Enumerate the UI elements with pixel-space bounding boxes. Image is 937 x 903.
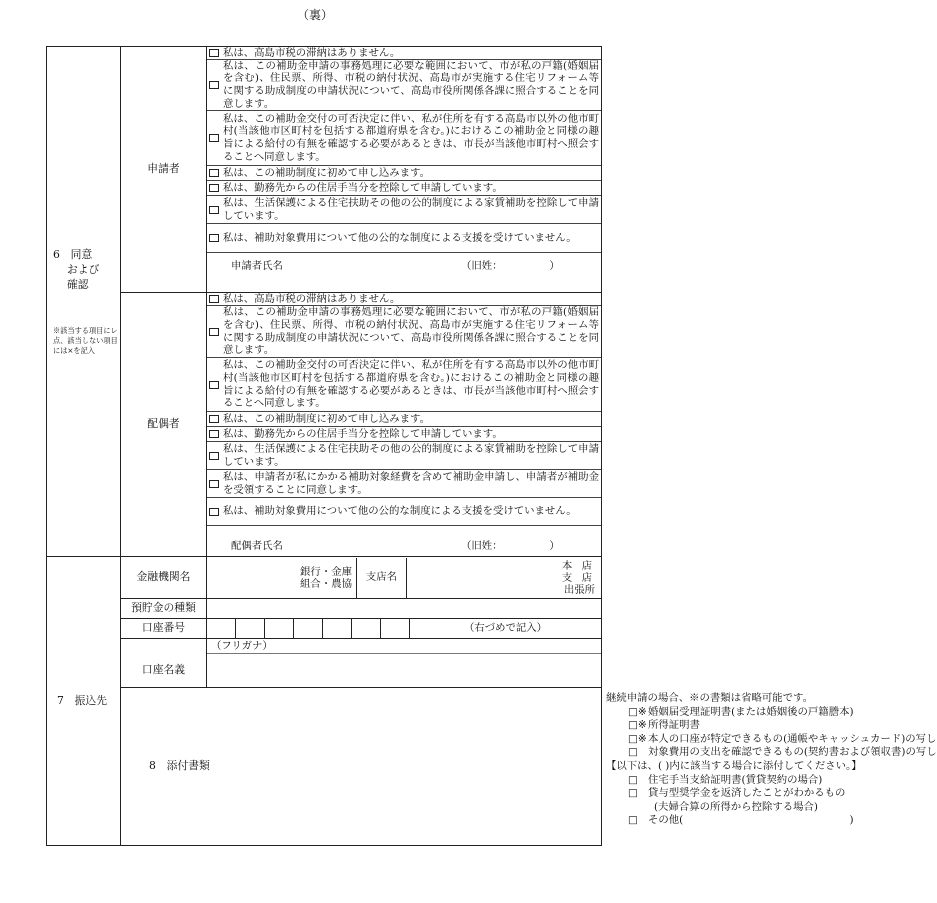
account-digit-box[interactable] — [265, 619, 294, 638]
applicant-old-name-field[interactable]: （旧姓： ） — [461, 260, 560, 273]
conditional-attachment-item: □ 貸与型奨学金を返済したことがわかるもの — [628, 787, 846, 800]
deposit-type-label: 預貯金の種類 — [121, 599, 207, 619]
consent-section-title-1: 6 同意 — [53, 248, 93, 261]
checkbox[interactable] — [209, 169, 219, 177]
branch-type-sub: 出張所 — [563, 583, 595, 596]
spouse-label: 配偶者 — [121, 293, 207, 557]
spouse-consent-item: 私は、勤務先からの住居手当分を控除して申請しています。 — [207, 427, 601, 442]
account-number-field[interactable] — [207, 619, 602, 639]
branch-label: 支店名 — [357, 558, 407, 598]
applicant-consent-item: 私は、この補助制度に初めて申し込みます。 — [207, 166, 601, 181]
checkbox[interactable]: □ — [628, 787, 638, 800]
branch-type-branch: 支 店 — [561, 571, 595, 584]
applicant-name-line — [207, 253, 601, 275]
account-digit-box[interactable] — [323, 619, 352, 638]
spouse-name-label: 配偶者氏名 — [231, 540, 283, 553]
branch-type-options[interactable] — [547, 558, 601, 598]
checkbox[interactable]: □ — [628, 746, 638, 759]
checkbox[interactable] — [209, 508, 219, 516]
applicant-consent-item: 私は、勤務先からの住居手当分を控除して申請しています。 — [207, 181, 601, 196]
account-number-row — [47, 619, 602, 639]
bank-institution-row — [47, 557, 602, 599]
applicant-consent-item: 私は、補助対象費用について他の公的な制度による支援を受けていません。 — [207, 224, 601, 253]
consent-applicant-row — [47, 47, 602, 293]
account-digit-box[interactable] — [207, 619, 236, 638]
spouse-consent-item: 私は、申請者が私にかかる補助対象経費を含めて補助金申請し、申請者が補助金を受領することに同意します。 — [207, 470, 601, 498]
checkbox[interactable] — [209, 81, 219, 89]
spouse-consent-list — [207, 293, 602, 557]
conditional-attachment-item: □ 住宅手当支給証明書(賃貸契約の場合) — [628, 773, 823, 786]
account-holder-row — [47, 639, 602, 688]
account-digit-box[interactable] — [381, 619, 410, 638]
spouse-consent-item: 私は、この補助金交付の可否決定に伴い、私が住所を有する高島市以外の他市町村(当該他市区町村を包括する都道府県を含む。)におけるこの補助金と同様の趣旨による給付の有無を確認する必要があるときは、市長が当該他市町村へ照会することへ同意します。 — [207, 358, 601, 412]
account-holder-name-field[interactable] — [207, 654, 601, 687]
applicant-consent-list — [207, 47, 602, 293]
spouse-consent-item: 私は、この補助金申請の事務処理に必要な範囲において、市が私の戸籍(婚姻届を含む)、住民票、所得、市税の納付状況、高島市が実施する住宅リフォーム等に関する助成制度の申請状況について、高島市役所関係各課に照合することを同意します。 — [207, 306, 601, 358]
spouse-consent-item: 私は、生活保護による住宅扶助その他の公的制度による家賃補助を控除して申請しています。 — [207, 442, 601, 470]
scholarship-condition-note: (夫婦合算の所得から控除する場合) — [654, 800, 818, 813]
checkbox[interactable] — [209, 381, 219, 389]
applicant-consent-item: 私は、生活保護による住宅扶助その他の公的制度による家賃補助を控除して申請しています。 — [207, 196, 601, 224]
consent-spouse-row — [47, 293, 602, 557]
checkbox[interactable] — [209, 134, 219, 142]
attachment-item: □※本人の口座が特定できるもの(通帳やキャッシュカード)の写し — [628, 732, 937, 745]
applicant-label: 申請者 — [121, 47, 207, 293]
spouse-name-line — [207, 526, 601, 555]
attachment-item: □ 対象費用の支出を確認できるもの(契約書および領収書)の写し — [628, 746, 937, 759]
spouse-consent-item: 私は、高島市税の滞納はありません。 — [207, 293, 601, 306]
attachment-item: □※所得証明書 — [628, 719, 700, 732]
checkbox[interactable]: □※ — [628, 719, 647, 732]
checkbox[interactable]: □※ — [628, 705, 647, 718]
furigana-label: （フリガナ） — [207, 639, 601, 654]
bank-type-options[interactable] — [207, 558, 357, 598]
other-attachment-item: □ その他( ) — [628, 814, 854, 827]
deposit-type-field[interactable] — [207, 599, 602, 619]
consent-section-title-3: 確認 — [67, 278, 89, 291]
spouse-consent-item: 私は、補助対象費用について他の公的な制度による支援を受けていません。 — [207, 498, 601, 526]
checkbox[interactable]: □ — [628, 773, 638, 786]
page-side-label: （裏） — [296, 8, 333, 22]
attachment-item: □※婚姻届受理証明書(または婚姻後の戸籍謄本) — [628, 705, 854, 718]
account-digit-box[interactable] — [294, 619, 323, 638]
attachments-section-title: 8 添付書類 — [121, 688, 602, 846]
consent-instruction-note: ※該当する項目にレ点、該当しない項目には×を記入 — [53, 326, 118, 355]
checkbox[interactable] — [209, 415, 219, 423]
spouse-consent-item: 私は、この補助制度に初めて申し込みます。 — [207, 412, 601, 427]
checkbox[interactable] — [209, 49, 219, 57]
checkbox[interactable]: □※ — [628, 732, 647, 745]
account-holder-field[interactable] — [207, 639, 602, 688]
branch-type-main: 本 店 — [561, 559, 595, 572]
account-number-note: （右づめで記入） — [463, 622, 548, 635]
checkbox[interactable] — [209, 452, 219, 460]
spouse-old-name-field[interactable]: （旧姓： ） — [461, 540, 560, 553]
account-holder-label: 口座名義 — [121, 639, 207, 688]
checkbox[interactable] — [209, 480, 219, 488]
branch-name-field[interactable] — [407, 558, 547, 598]
applicant-consent-item: 私は、この補助金交付の可否決定に伴い、私が住所を有する高島市以外の他市町村(当該他市区町村を包括する都道府県を含む。)におけるこの補助金と同様の趣旨による給付の有無を確認する必要があるときは、市長が当該他市町村へ照会することへ同意します。 — [207, 111, 601, 166]
checkbox[interactable] — [209, 328, 219, 336]
applicant-consent-item: 私は、この補助金申請の事務処理に必要な範囲において、市が私の戸籍(婚姻届を含む)、住民票、所得、市税の納付状況、高島市が実施する住宅リフォーム等に関する助成制度の申請状況について、高島市役所関係各課に照合することを同意します。 — [207, 60, 601, 111]
institution-field[interactable] — [207, 557, 602, 599]
bank-type-line-1: 銀行・金庫 — [300, 565, 352, 578]
bank-section-title: 7 振込先 — [47, 557, 121, 846]
institution-label: 金融機関名 — [121, 557, 207, 599]
account-digit-box[interactable] — [236, 619, 265, 638]
application-form-table — [46, 46, 937, 846]
checkbox[interactable] — [209, 295, 219, 303]
deposit-type-row — [47, 599, 602, 619]
account-digit-box[interactable] — [352, 619, 381, 638]
applicant-name-label: 申請者氏名 — [231, 260, 283, 273]
account-number-label: 口座番号 — [121, 619, 207, 639]
checkbox[interactable] — [209, 206, 219, 214]
consent-section-title-2: および — [67, 263, 100, 276]
checkbox[interactable] — [209, 430, 219, 438]
checkbox[interactable] — [209, 234, 219, 242]
checkbox[interactable]: □ — [628, 814, 638, 827]
bank-type-line-2: 組合・農協 — [300, 577, 352, 590]
checkbox[interactable] — [209, 184, 219, 192]
consent-section-label — [47, 47, 121, 557]
attachments-row: 8 添付書類 継続申請の場合、※の書類は省略可能です。 □※婚姻届受理証明書(または婚姻後の戸籍謄本) □※所得証明書 □※本人の口座が特定できるもの(通帳やキャッシュカード)の写し □ 対象費用の支出を確認できるもの(契約書および領収書)の写し 【以下は、( )内に該当する場合に添付してください。】 □ 住宅手当支給証明書(賃貸契約の場合) □ 貸与型奨学金を返済したことがわかるもの (夫婦合算の所得から控除する場合) □ その他( ) — [47, 688, 602, 846]
applicant-consent-item: 私は、高島市税の滞納はありません。 — [207, 47, 601, 60]
